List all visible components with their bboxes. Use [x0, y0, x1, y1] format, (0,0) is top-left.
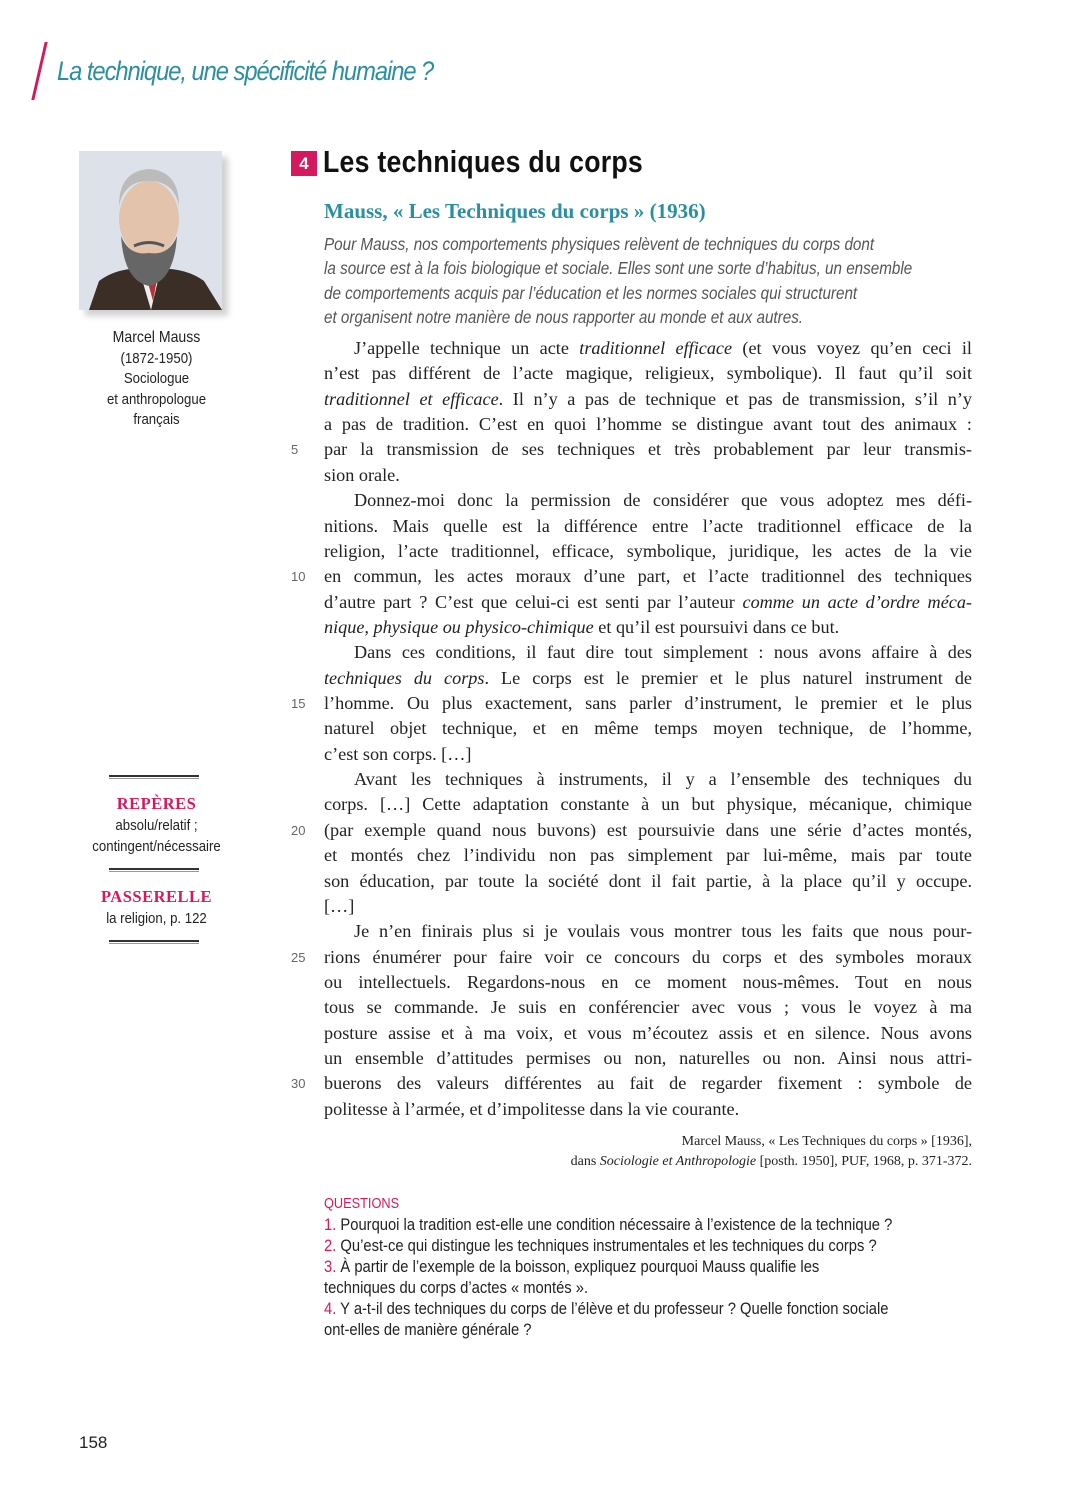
divider [109, 868, 199, 872]
question-text: Pourquoi la tradition est-elle une condition nécessaire à l’existence de la technique ? [340, 1216, 893, 1234]
question-item [324, 1236, 990, 1257]
text-line [291, 437, 972, 462]
question-number: 4. [324, 1300, 337, 1318]
text-line [324, 843, 972, 868]
text-line [324, 514, 972, 539]
text-line [324, 412, 972, 437]
text-segment: naturel objet technique, et en même temps moyen technique, de l’homme, [324, 718, 972, 739]
portrait-caption: Marcel Mauss (1872-1950) Sociologue et anthropologue français [106, 329, 207, 428]
page-number: 158 [79, 1433, 108, 1452]
text-line [324, 1097, 972, 1122]
chapter-title: La technique, une spécificité humaine ? [57, 56, 434, 86]
italic-text: comme un acte d’ordre méca- [742, 591, 972, 612]
line-number: 15 [291, 696, 306, 712]
question-number: 1. [324, 1216, 337, 1234]
text-line [324, 387, 972, 412]
question-text: Y a-t-il des techniques du corps de l’élève et du professeur ? Quelle fonction sociale [340, 1300, 889, 1318]
text-line [324, 615, 972, 640]
line-number: 5 [291, 442, 299, 458]
text-line [324, 488, 972, 513]
question-text: Qu’est-ce qui distingue les techniques instrumentales et les techniques du corps ? [340, 1237, 877, 1255]
text-line [291, 564, 972, 589]
text-line [291, 1071, 972, 1096]
text-segment: d’autre part ? C’est que celui-ci est senti par l’auteur [324, 591, 743, 612]
text-line [324, 767, 972, 792]
text-line [324, 792, 972, 817]
italic-text: techniques du corps [324, 667, 485, 688]
question-number: 3. [324, 1258, 337, 1276]
reperes-heading: REPÈRES [116, 794, 197, 813]
text-segment: et qu’il est poursuivi dans ce but. [593, 616, 840, 637]
line-number: 25 [291, 949, 306, 965]
text-segment: a pas de tradition. C’est en quoi l’homme se distingue avant tout des animaux : [324, 414, 972, 435]
text-segment: posture assise et à ma voix, et vous m’écoutez assis et en silence. Nous avons [324, 1022, 972, 1043]
text-segment: et montés chez l’individu non pas simplement par lui-même, mais par toute [324, 845, 972, 866]
portrait-photo [79, 151, 222, 310]
text-line [324, 640, 972, 665]
text-line [324, 869, 972, 894]
divider [109, 775, 199, 779]
question-number: 2. [324, 1237, 337, 1255]
text-line [324, 590, 972, 615]
text-segment: religion, l’acte traditionnel, efficace, symbolique, juridique, les actes de la vie [324, 540, 972, 561]
text-segment: ou intellectuels. Regardons-nous en ce moment nous-mêmes. Tout en nous [324, 971, 972, 992]
text-segment: (et vous voyez qu’en ceci il [732, 338, 972, 358]
text-line [291, 691, 972, 716]
text-segment: tous se commande. Je suis en conférencier avec vous ; vous le voyez à ma [324, 997, 972, 1018]
text-segment: buerons des valeurs différentes au fait de regarder fixement : symbole de [324, 1073, 972, 1094]
text-line [324, 1021, 972, 1046]
question-text: techniques du corps d’actes « montés ». [324, 1279, 589, 1297]
italic-text: traditionnel efficace [579, 338, 733, 358]
text-segment: (par exemple quand nous buvons) est poursuivie dans une série d’actes montés, [324, 819, 972, 840]
text-segment: Donnez-moi donc la permission de considérer que vous adoptez mes défi- [354, 490, 972, 511]
text-line [324, 894, 972, 919]
text-line [324, 742, 972, 767]
text-segment: sion orale. [324, 464, 400, 485]
text-line [324, 463, 972, 488]
text-segment: J’appelle technique un acte [354, 338, 580, 358]
line-number: 10 [291, 569, 306, 585]
question-item [324, 1215, 990, 1236]
italic-text: traditionnel et efficace [324, 388, 499, 409]
questions-heading: QUESTIONS [324, 1195, 400, 1212]
text-segment: Dans ces conditions, il faut dire tout simplement : nous avons affaire à des [354, 642, 972, 663]
text-segment: en commun, les actes moraux d’une part, et l’acte traditionnel des techniques [324, 566, 972, 587]
text-segment: Je n’en finirais plus si je voulais vous montrer tous les faits que nous pour- [354, 921, 972, 942]
text-segment: politesse à l’armée, et d’impolitesse dans la vie courante. [324, 1098, 740, 1119]
line-number: 30 [291, 1076, 306, 1092]
text-segment: l’homme. Ou plus exactement, sans parler d’instrument, le premier et le plus [324, 693, 972, 714]
text-line [291, 945, 972, 970]
reference: Marcel Mauss, « Les Techniques du corps » [1936], dans Sociologie et Anthropologie [posth. 1950], PUF, 1968, p. 371-372. [570, 1134, 972, 1169]
document-text [291, 336, 972, 1122]
text-line [324, 361, 972, 386]
document-title: Les techniques du corps [323, 144, 644, 179]
line-number: 20 [291, 822, 306, 838]
question-item [324, 1299, 990, 1341]
text-segment: . Le corps est le premier et le plus naturel instrument de [484, 667, 972, 688]
text-segment: corps. […] Cette adaptation constante à un but physique, mécanique, chimique [324, 794, 972, 815]
text-segment: […] [324, 895, 355, 916]
italic-text: nique, physique ou physico-chimique [324, 616, 594, 637]
text-segment: rions énumérer pour faire voir ce concours du corps et des symboles moraux [324, 946, 972, 967]
reperes-text: absolu/relatif ; contingent/nécessaire [92, 817, 221, 855]
divider [109, 940, 199, 944]
text-line [324, 539, 972, 564]
text-line [324, 716, 972, 741]
text-segment: son éducation, par toute la société dont il fait partie, à la place qu’il y occupe. [324, 870, 972, 891]
questions-list [324, 1215, 990, 1341]
document-number-badge: 4 [291, 151, 317, 176]
text-segment: n’est pas différent de l’acte magique, religieux, symbolique). Il faut qu’il soit [324, 363, 972, 384]
question-text: À partir de l’exemple de la boisson, expliquez pourquoi Mauss qualifie les [340, 1258, 820, 1276]
question-text: ont-elles de manière générale ? [324, 1321, 532, 1339]
passerelle-heading: PASSERELLE [100, 887, 213, 906]
chapter-accent-slash [31, 42, 47, 100]
text-segment: c’est son corps. […] [324, 743, 472, 764]
text-line [324, 666, 972, 691]
document-source: Mauss, « Les Techniques du corps » (1936) [324, 199, 706, 223]
document-intro: Pour Mauss, nos comportements physiques relèvent de techniques du corps dont la source est à la fois biologique et sociale. Elles sont une sorte d’habitus, un ensemble de comportements acquis par l’éducation et les normes sociales qui structurent et organisent notre manière de nous rapporter au monde et aux autres. [324, 234, 913, 328]
text-segment: Avant les techniques à instruments, il y a l’ensemble des techniques du [354, 769, 972, 790]
text-segment: nitions. Mais quelle est la différence entre l’acte traditionnel efficace de la [324, 515, 972, 536]
text-line [324, 1046, 972, 1071]
passerelle-link[interactable]: la religion, p. 122 [106, 910, 207, 927]
text-line [291, 818, 972, 843]
text-segment: un ensemble d’attitudes permises ou non, naturelles ou non. Ainsi nous attri- [324, 1048, 972, 1069]
text-line [324, 919, 972, 944]
text-segment: . Il n’y a pas de technique et pas de transmission, s’il n’y [498, 388, 972, 409]
text-line [324, 995, 972, 1020]
text-line [324, 336, 972, 361]
question-item [324, 1257, 990, 1299]
text-line [324, 970, 972, 995]
text-segment: par la transmission de ses techniques et très probablement par leur transmis- [324, 439, 972, 460]
